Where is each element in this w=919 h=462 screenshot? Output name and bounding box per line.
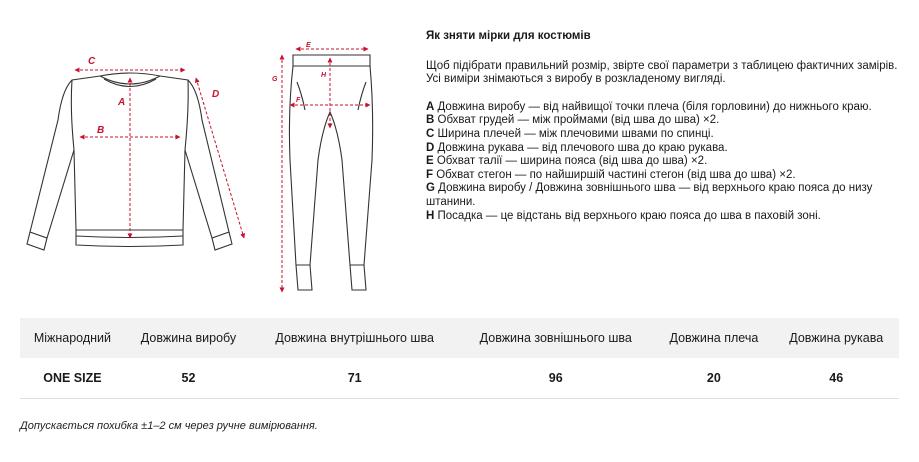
label-b: B xyxy=(97,125,105,136)
label-g: G xyxy=(272,76,278,83)
cell-size: ONE SIZE xyxy=(20,358,125,399)
header-inseam: Довжина внутрішнього шва xyxy=(275,331,434,345)
table-row xyxy=(20,358,899,399)
instructions-intro: Щоб підібрати правильний розмір, звірте свої параметри з таблицею фактичних замірів. Усі виміри знімаються з виробу в розкладеному вигляді. xyxy=(426,59,898,86)
cell-length: 52 xyxy=(125,358,252,399)
label-c: C xyxy=(88,56,96,67)
measurement-tolerance-note: Допускається похибка ±1–2 см через ручне вимірювання. xyxy=(20,420,318,432)
header-sleeve: Довжина рукава xyxy=(789,331,884,345)
measurement-item-b: B Обхват грудей — між проймами (від шва до шва) ×2. xyxy=(426,114,720,127)
measurement-list xyxy=(426,101,898,223)
label-h: H xyxy=(321,72,327,79)
measurement-item-h: H Посадка — це відстань від верхнього краю пояса до шва в паховій зоні. xyxy=(426,209,821,222)
label-a: A xyxy=(118,97,126,108)
cell-inseam: 71 xyxy=(252,358,457,399)
header-shoulder: Довжина плеча xyxy=(669,331,759,345)
header-international: Міжнародний xyxy=(33,331,112,345)
measurement-instructions xyxy=(426,30,898,223)
header-outseam: Довжина зовнішнього шва xyxy=(479,331,632,345)
measurement-diagrams xyxy=(0,0,400,310)
size-table-header-row xyxy=(20,318,899,358)
measurement-item-d: D Довжина рукава — від плечового шва до краю рукава. xyxy=(426,141,728,154)
pants-drawing xyxy=(289,55,372,290)
garment-diagrams-svg xyxy=(0,0,400,310)
label-e: E xyxy=(306,42,311,49)
cell-sleeve: 46 xyxy=(773,358,899,399)
cell-outseam: 96 xyxy=(457,358,654,399)
size-table xyxy=(20,318,899,399)
label-f: F xyxy=(296,97,301,104)
measurement-item-e: E Обхват талії — ширина пояса (від шва до шва) ×2. xyxy=(426,155,708,168)
label-d: D xyxy=(212,89,220,100)
cell-shoulder: 20 xyxy=(654,358,773,399)
measurement-item-c: C Ширина плечей — між плечовими швами по спинці. xyxy=(426,127,714,140)
header-length: Довжина виробу xyxy=(140,331,237,345)
measurement-item-f: F Обхват стегон — по найширшій частині стегон (від шва до шва) ×2. xyxy=(426,168,796,181)
measurement-item-a: A Довжина виробу — від найвищої точки плеча (біля горловини) до нижнього краю. xyxy=(426,100,872,113)
measurement-item-g: G Довжина виробу / Довжина зовнішнього шва — від верхнього краю пояса до низу штанини. xyxy=(426,182,873,208)
instructions-title: Як зняти мірки для костюмів xyxy=(426,30,591,42)
